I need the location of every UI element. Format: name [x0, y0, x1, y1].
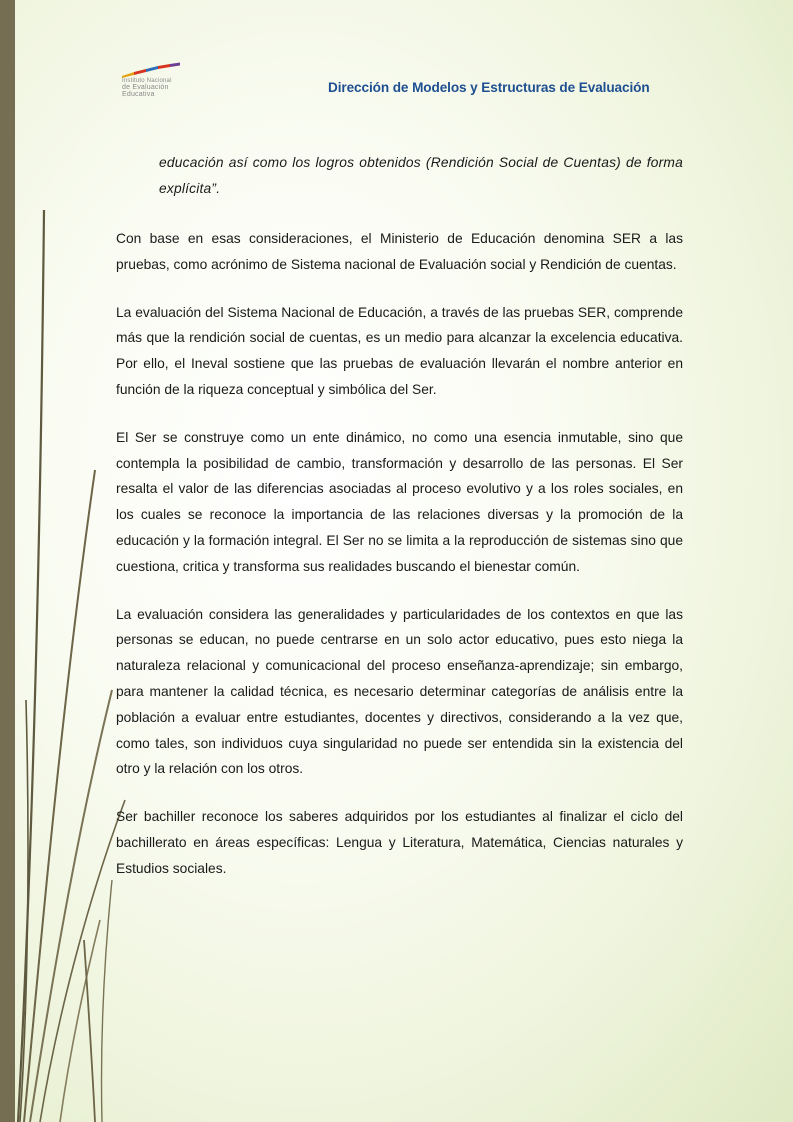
paragraph-3: El Ser se construye como un ente dinámico, no como una esencia inmutable, sino que contempla la posibilidad de cambio, transformación y desarrollo de las personas. El Ser resalta el valor de las diferencias asociadas al proceso evolutivo y a los roles sociales, en los cuales se reconoce la importancia de las relaciones diversas y la promoción de la educación y la formación integral. El Ser no se limita a la reproducción de sistemas sino que cuestiona, critica y transforma sus realidades buscando el bienestar común. [116, 429, 683, 574]
logo-line-3: Educativa [122, 91, 155, 98]
logo-line-1: Instituto Nacional [122, 78, 172, 84]
paragraph-5: Ser bachiller reconoce los saberes adquiridos por los estudiantes al finalizar el ciclo del bachillerato en áreas específicas: Lengua y Literatura, Matemática, Ciencias naturales y Estudios sociales. [116, 809, 683, 876]
paragraph-4: La evaluación considera las generalidades y particularidades de los contextos en que las personas se educan, no puede centrarse en un solo actor educativo, pues esto niega la naturaleza relacional y comunicacional del proceso enseñanza-aprendizaje; sin embargo, para mantener la calidad técnica, es necesario determinar categorías de análisis entre la población a evaluar entre estudiantes, docentes y directivos, considerando a la vez que, como tales, son individuos cuya singularidad no puede ser entendida sin la existencia del otro y la relación con los otros. [116, 606, 683, 777]
paragraph-1: Con base en esas consideraciones, el Ministerio de Educación denomina SER a las pruebas, como acrónimo de Sistema nacional de Evaluación social y Rendición de cuentas. [116, 231, 683, 272]
document-body [116, 150, 683, 904]
paragraph-2: La evaluación del Sistema Nacional de Educación, a través de las pruebas SER, comprende más que la rendición social de cuentas, es un medio para alcanzar la excelencia educativa. Por ello, el Ineval sostiene que las pruebas de evaluación llevarán el nombre anterior en función de la riqueza conceptual y simbólica del Ser. [116, 304, 683, 397]
header-title: Dirección de Modelos y Estructuras de Evaluación [328, 80, 650, 95]
logo-line-2: de Evaluación [122, 84, 169, 91]
quote-paragraph: educación así como los logros obtenidos (Rendición Social de Cuentas) de forma explícita”. [159, 155, 683, 196]
ineval-logo [118, 62, 200, 102]
